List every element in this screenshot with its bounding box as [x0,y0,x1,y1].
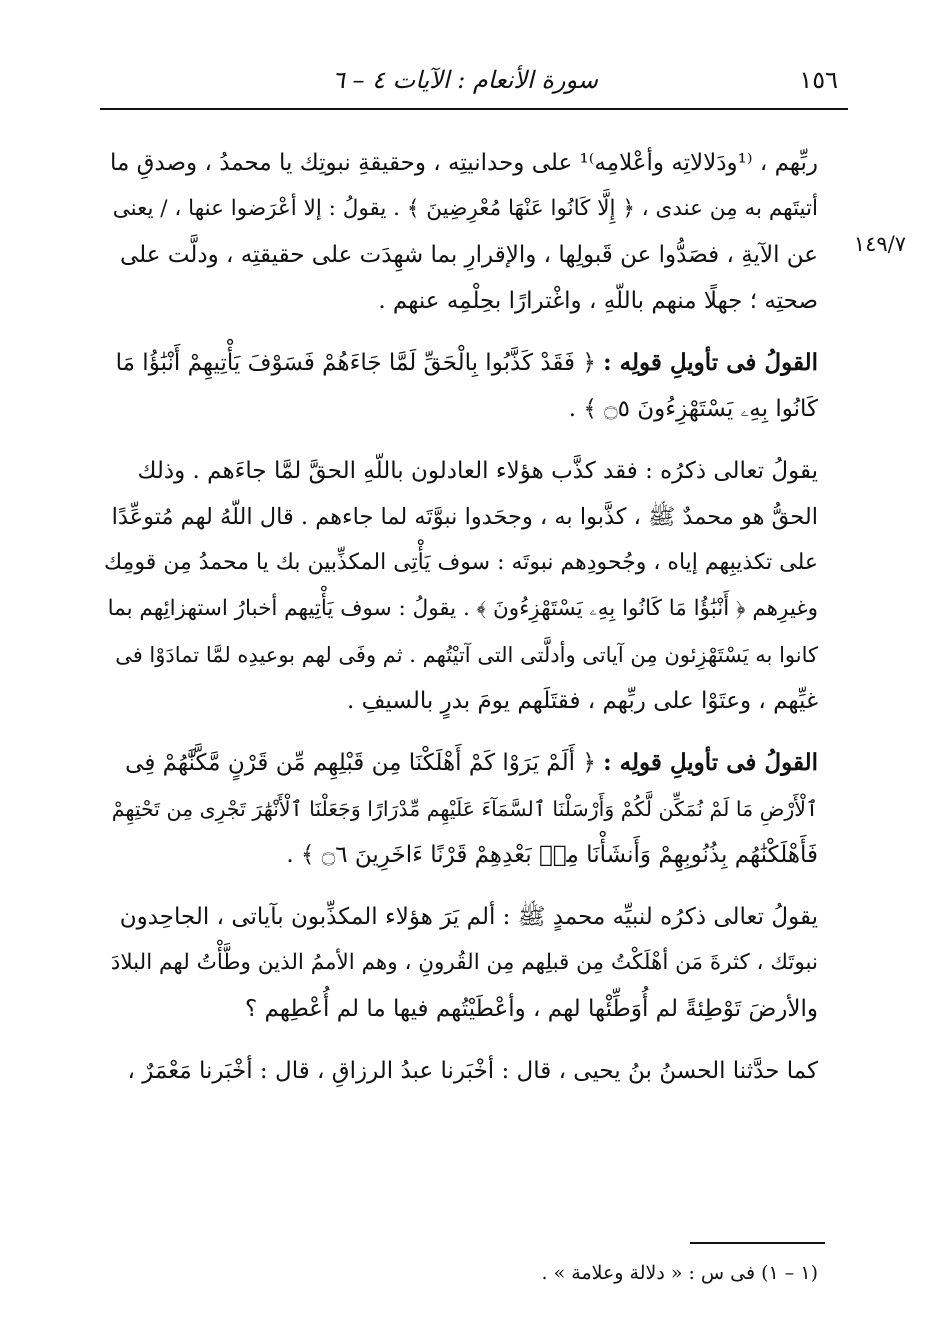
body-text [100,140,818,1110]
text-line [100,448,818,494]
text-line [100,740,818,786]
heading-label: القولُ فى تأويلِ قولِه : [603,749,818,776]
line-text: ربِّهم ، ⁽¹ودَلالاتِه وأعْلامِه⁾¹ على وحدانيتِه ، وحقيقةِ نبوتِك يا محمدُ ، وصدقِ ما [109,150,818,176]
header-rule [100,108,848,110]
line-text: يقولُ تعالى ذكرُه لنبيِّه محمدٍ ﷺ : ألم يَرَ هؤلاء المكذِّبون بآياتى ، الجاحِدون [119,904,818,930]
text-line [100,140,818,186]
text-paragraph [100,894,818,1032]
text-line [100,232,818,278]
line-text: الحقُّ هو محمدٌ ﷺ ، كذَّبوا به ، وجحَدوا نبوَّتَه لما جاءهم . قال اللّهُ لهم مُتوعِّدًا [111,504,818,530]
line-text: غيِّهم ، وعتَوْا على ربِّهم ، فقتَلَهم يومَ بدرٍ بالسيفِ . [347,688,818,714]
text-line [100,1048,818,1094]
text-line [100,540,818,586]
page-header [100,62,848,102]
text-paragraph [100,1048,818,1094]
line-text: نبوتَك ، كثرةَ مَن أهْلَكْتُ مِن قبلِهم مِن القُرونِ ، وهم الأممُ الذين وطَّأْتُ لهم البلادَ [110,950,818,975]
commentary-heading-paragraph [100,740,818,878]
heading-label: القولُ فى تأويلِ قولِه : [603,349,818,376]
text-line [100,340,818,386]
text-line [100,894,818,940]
text-line [100,386,818,432]
margin-reference: ١٤٩/٧ [853,232,906,256]
text-line [100,278,818,324]
text-line [100,632,818,678]
line-text: يقولُ تعالى ذكرُه : فقد كذَّب هؤلاء العادلون باللّهِ الحقَّ لمَّا جاءَهم . وذلك [137,458,818,484]
line-text: كانوا به يَسْتَهْزِئون مِن آياتى وأدلَّتى التى آتيْتُهم . ثم وفَى لهم بوعيدِه لمَّا تمادَوْا فى [115,643,818,667]
line-text: أتيتَهم به مِن عندى ، ﴿ إِلَّا كَانُوا عَنْهَا مُعْرِضِينَ ﴾ . يقولُ : إلا أعْرَضوا عنها ، / يعنى [112,196,818,221]
text-paragraph [100,448,818,724]
line-text: ٱلْأَرْضِ مَا لَمْ نُمَكِّن لَّكُمْ وَأَرْسَلْنَا ٱلسَّمَآءَ عَلَيْهِم مِّدْرَارًا وَجَعَلْنَا ٱلْأَنْهَٰرَ تَجْرِى مِن تَحْتِهِمْ [111,797,818,821]
line-text: صحتِه ؛ جهلًا منهم باللّهِ ، واغْترارًا بحِلْمِه عنهم . [378,288,818,314]
commentary-heading-paragraph [100,340,818,432]
line-text: ﴿ فَقَدْ كَذَّبُوا بِالْحَقِّ لَمَّا جَاءَهُمْ فَسَوْفَ يَأْتِيهِمْ أَنْبَٰؤُا مَا [115,350,596,376]
text-paragraph [100,140,818,324]
line-text: كَانُوا بِهِۦ يَسْتَهْزِءُونَ ۝٥ ﴾ . [568,396,818,422]
text-line [100,186,818,232]
line-text: فَأَهْلَكْنَٰهُم بِذُنُوبِهِمْ وَأَنشَأْنَا مِنۢ بَعْدِهِمْ قَرْنًا ءَاخَرِينَ ۝٦ ﴾ . [286,842,818,868]
text-line [100,678,818,724]
text-line [100,832,818,878]
text-line [100,986,818,1032]
footnote-rule [690,1242,825,1244]
text-line [100,494,818,540]
text-line [100,786,818,832]
line-text: ﴿ أَلَمْ يَرَوْا كَمْ أَهْلَكْنَا مِن قَبْلِهِم مِّن قَرْنٍ مَّكَّنَّٰهُمْ فِى [125,750,596,776]
page-number: ١٥٦ [799,66,838,94]
text-line [100,940,818,986]
line-text: على تكذيبِهم إياه ، وجُحودِهم نبوتَه : سوف يَأْتِى المكذِّبين بك يا محمدُ مِن قومِك [104,550,818,575]
line-text: عن الآيةِ ، فصَدُّوا عن قَبولِها ، والإقرارِ بما شهِدَت على حقيقتِه ، ودلَّت على [119,242,818,268]
line-text: كما حدَّثنا الحسنُ بنُ يحيى ، قال : أخْبَرنا عبدُ الرزاقِ ، قال : أخْبَرنا مَعْمَرٌ ، [127,1058,818,1084]
line-text: وغيرِهم ﴿ أَنْبَٰؤُا مَا كَانُوا بِهِۦ يَسْتَهْزِءُونَ ﴾ . يقولُ : سوف يَأْتِيهم أخبارُ استهزائِهم بما [107,596,818,621]
footnote: (١ – ١) فى س : « دلالة وعلامة » . [541,1262,818,1284]
running-title: سورة الأنعام : الآيات ٤ – ٦ [331,66,598,94]
text-line [100,586,818,632]
line-text: والأرضَ تَوْطِئةً لم أُوَطِّئْها لهم ، وأعْطَيْتُهم فيها ما لم أُعْطِهم ؟ [245,996,818,1022]
